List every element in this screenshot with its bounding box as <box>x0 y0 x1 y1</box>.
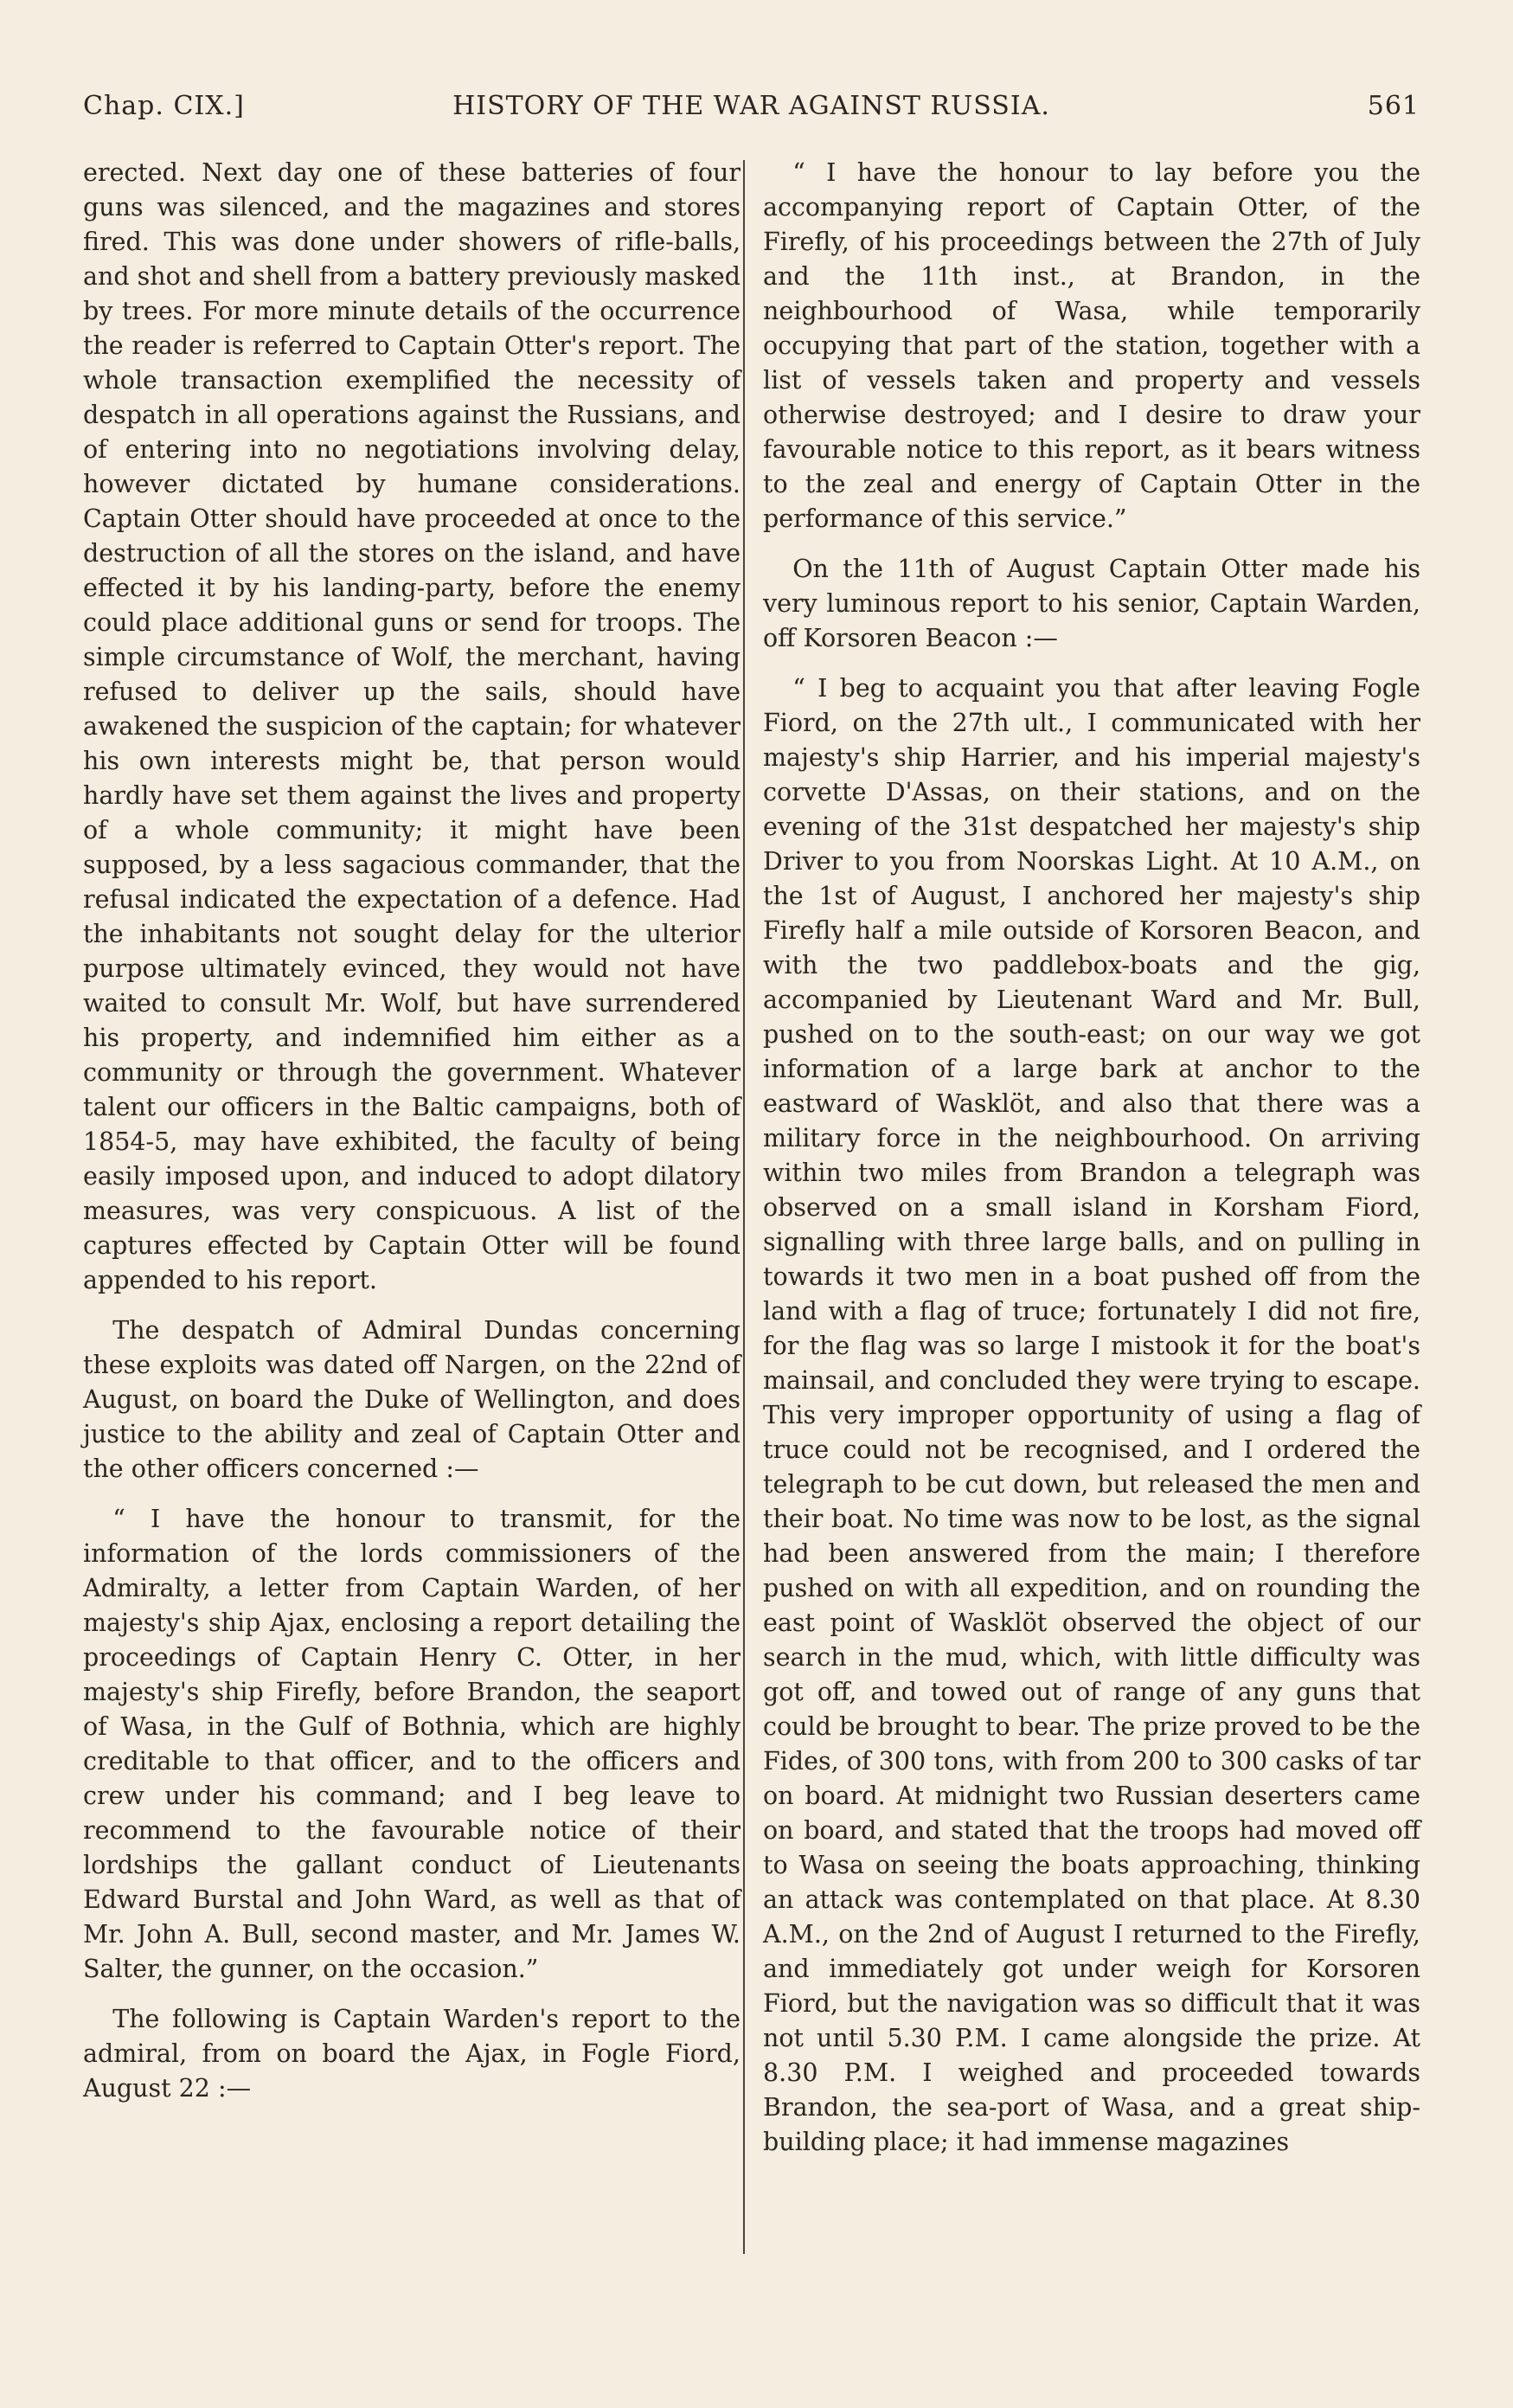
paragraph: The despatch of Admiral Dundas concerning these exploits was dated off Nargen, on the 22nd of August, on board the Duke of Wellington, and does justice to the ability and zeal of Captain Otter and the other officers concerned :— <box>83 1316 740 1483</box>
page-number: 561 <box>1367 91 1420 121</box>
running-header <box>83 91 1420 134</box>
quoted-report: “ I have the honour to lay before you the accompanying report of Captain Otter, of the Firefly, of his proceedings between the 27th of July and the 11th inst., at Brandon, in the neighbourhood of Wasa, while temporarily occupying that part of the station, together with a list of vessels taken and property and vessels otherwise destroyed; and I desire to draw your favourable notice to this report, as it bears witness to the zeal and energy of Captain Otter in the performance of this service.” <box>763 158 1420 533</box>
quoted-report: “ I beg to acquaint you that after leaving Fogle Fiord, on the 27th ult., I communicated with her majesty's ship Harrier, and his imperial majesty's corvette D'Assas, on their stations, and on the evening of the 31st despatched her majesty's ship Driver to you from Noorskas Light. At 10 A.M., on the 1st of August, I anchored her majesty's ship Firefly half a mile outside of Korsoren Beacon, and with the two paddlebox-boats and the gig, accompanied by Lieutenant Ward and Mr. Bull, pushed on to the south-east; on our way we got information of a large bark at anchor to the eastward of Wasklöt, and also that there was a military force in the neighbourhood. On arriving within two miles from Brandon a telegraph was observed on a small island in Korsham Fiord, signalling with three large balls, and on pulling in towards it two men in a boat pushed off from the land with a flag of truce; fortunately I did not fire, for the flag was so large I mistook it for the boat's mainsail, and concluded they were trying to escape. This very improper opportunity of using a flag of truce could not be recognised, and I ordered the telegraph to be cut down, but released the men and their boat. No time was now to be lost, as the signal had been answered from the main; I therefore pushed on with all expedition, and on rounding the east point of Wasklöt observed the object of our search in the mud, which, with little difficulty was got off, and towed out of range of any guns that could be brought to bear. The prize proved to be the Fides, of 300 tons, with from 200 to 300 casks of tar on board. At midnight two Russian deserters came on board, and stated that the troops had moved off to Wasa on seeing the boats approaching, thinking an attack was contemplated on that place. At 8.30 A.M., on the 2nd of August I returned to the Firefly, and immediately got under weigh for Korsoren Fiord, but the navigation was so difficult that it was not until 5.30 P.M. I came alongside the prize. At 8.30 P.M. I weighed and proceeded towards Brandon, the sea-port of Wasa, and a great ship-building place; it had immense magazines <box>763 674 1420 2156</box>
paragraph: erected. Next day one of these batteries of four guns was silenced, and the magazines and stores fired. This was done under showers of rifle-balls, and shot and shell from a battery previously masked by trees. For more minute details of the occurrence the reader is referred to Captain Otter's report. The whole transaction exemplified the necessity of despatch in all operations against the Russians, and of entering into no negotiations involving delay, however dictated by humane considerations. Captain Otter should have proceeded at once to the destruction of all the stores on the island, and have effected it by his landing-party, before the enemy could place additional guns or send for troops. The simple circumstance of Wolf, the merchant, having refused to deliver up the sails, should have awakened the suspicion of the captain; for whatever his own interests might be, that person would hardly have set them against the lives and property of a whole community; it might have been supposed, by a less sagacious commander, that the refusal indicated the expectation of a defence. Had the inhabitants not sought delay for the ulterior purpose ultimately evinced, they would not have waited to consult Mr. Wolf, but have surrendered his property, and indemnified him either as a community or through the government. Whatever talent our officers in the Baltic campaigns, both of 1854-5, may have exhibited, the faculty of being easily imposed upon, and induced to adopt dilatory measures, was very conspicuous. A list of the captures effected by Captain Otter will be found appended to his report. <box>83 158 740 1294</box>
paragraph: The following is Captain Warden's report to the admiral, from on board the Ajax, in Fogle Fiord, August 22 :— <box>83 2005 740 2103</box>
chapter-label: Chap. CIX.] <box>83 91 245 121</box>
column-divider <box>743 160 745 2254</box>
right-column <box>763 156 1420 2175</box>
quoted-despatch: “ I have the honour to transmit, for the information of the lords commissioners of the Admiralty, a letter from Captain Warden, of her majesty's ship Ajax, enclosing a report detailing the proceedings of Captain Henry C. Otter, in her majesty's ship Firefly, before Brandon, the seaport of Wasa, in the Gulf of Bothnia, which are highly creditable to that officer, and to the officers and crew under his command; and I beg leave to recommend to the favourable notice of their lordships the gallant conduct of Lieutenants Edward Burstal and John Ward, as well as that of Mr. John A. Bull, second master, and Mr. James W. Salter, the gunner, on the occasion.” <box>83 1505 740 1983</box>
running-title: HISTORY OF THE WAR AGAINST RUSSIA. <box>452 91 1050 121</box>
left-column <box>83 156 740 2122</box>
paragraph: On the 11th of August Captain Otter made his very luminous report to his senior, Captain Warden, off Korsoren Beacon :— <box>763 555 1420 652</box>
